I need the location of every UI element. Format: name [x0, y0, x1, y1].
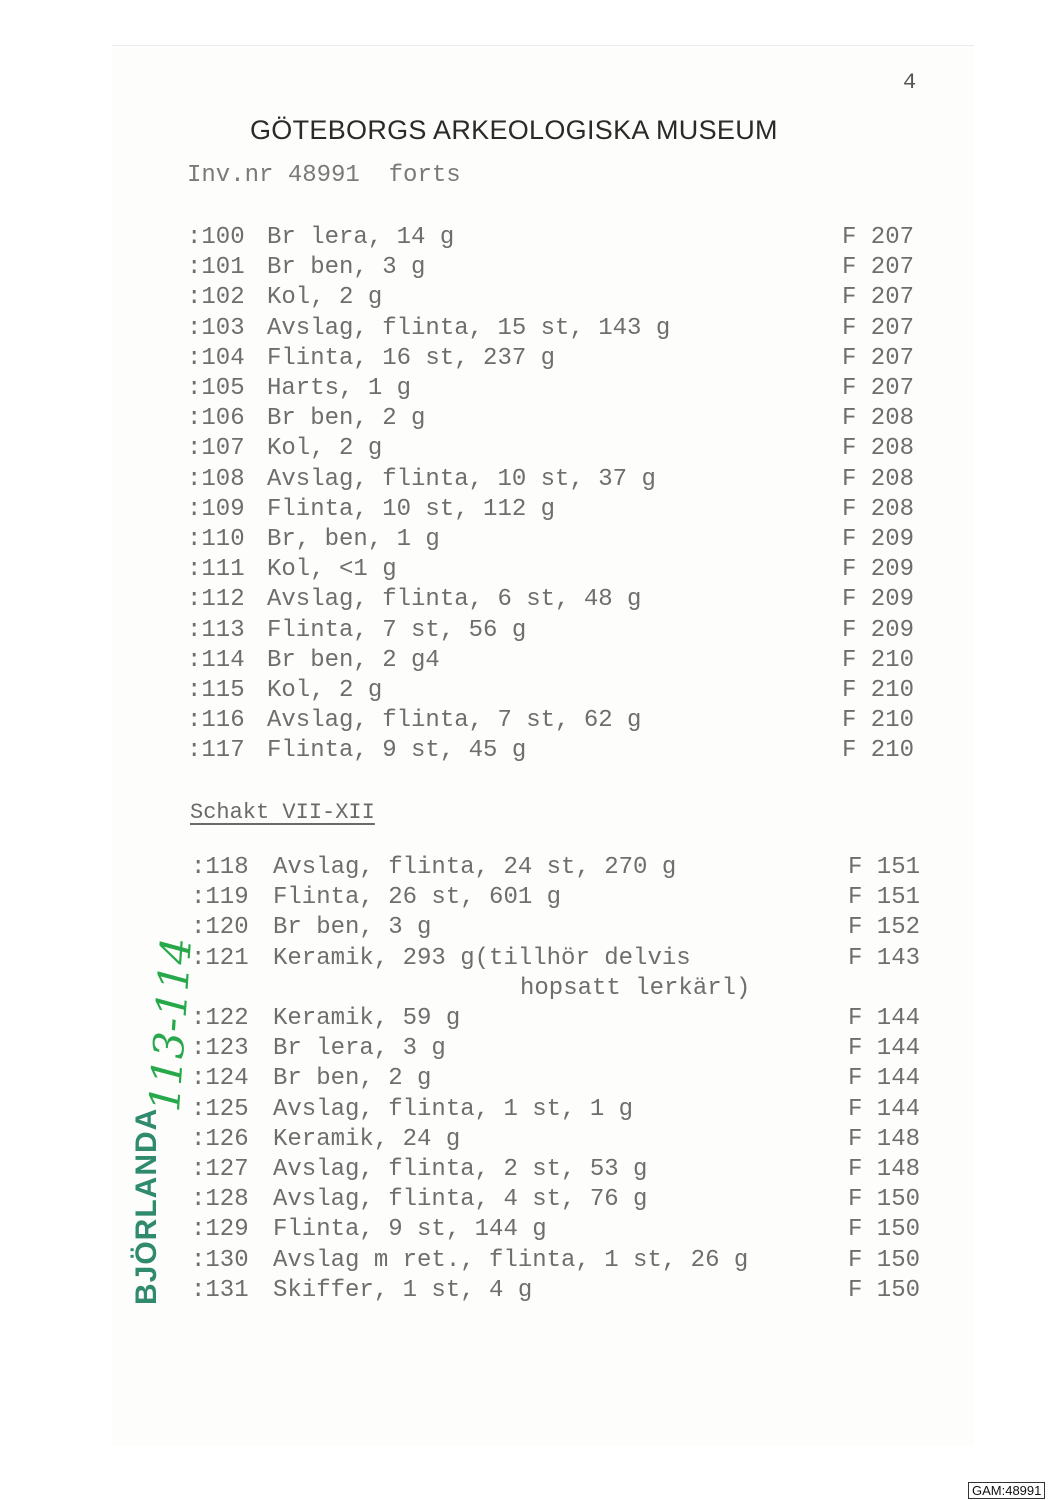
entry-code: :113: [187, 616, 245, 644]
entry-code: :131: [191, 1276, 249, 1304]
entry-code: :114: [187, 646, 245, 674]
entry-description: Br, ben, 1 g: [267, 526, 440, 553]
entry-location: F 150: [848, 1246, 921, 1274]
entry-location: F 208: [842, 435, 915, 463]
entry-description: Br lera, 3 g: [273, 1035, 446, 1063]
entry-description: Flinta, 7 st, 56 g: [267, 616, 527, 644]
entry-code: :123: [191, 1035, 249, 1063]
entry-location: F 207: [842, 224, 915, 251]
entry-row: [0, 315, 1057, 345]
entry-location: F 210: [842, 737, 915, 765]
entry-code: :110: [187, 526, 245, 553]
entry-location: F 150: [848, 1186, 921, 1214]
entry-location: F 152: [848, 914, 921, 942]
entry-location: F 148: [848, 1125, 921, 1153]
entry-description: Avslag, flinta, 7 st, 62 g: [267, 707, 642, 735]
entry-description: Keramik, 59 g: [273, 1005, 461, 1032]
entry-description: Br ben, 3 g: [267, 254, 426, 282]
entry-row: [0, 466, 1057, 496]
entry-location: F 207: [842, 254, 915, 282]
entry-location: F 144: [848, 1035, 921, 1063]
entry-description: Skiffer, 1 st, 4 g: [273, 1276, 533, 1304]
page-number: 4: [903, 70, 917, 95]
entry-code: :102: [187, 284, 245, 312]
entry-row: [0, 345, 1057, 375]
entry-code: :124: [191, 1065, 249, 1093]
entry-location: F 144: [848, 1065, 921, 1093]
entry-description: Avslag m ret., flinta, 1 st, 26 g: [273, 1246, 749, 1274]
entry-code: :128: [191, 1186, 249, 1214]
entry-description: Br ben, 2 g: [273, 1065, 432, 1093]
entry-row: [0, 405, 1057, 435]
entry-location: F 144: [848, 1095, 921, 1123]
entry-code: :116: [187, 707, 245, 735]
inventory-number-line: Inv.nr 48991 forts: [187, 162, 461, 189]
entry-description: Br ben, 3 g: [273, 914, 432, 942]
entry-description: Kol, 2 g: [267, 284, 383, 312]
entry-description: Kol, 2 g: [267, 435, 383, 463]
entry-description: Br ben, 2 g4: [267, 646, 440, 674]
entry-description: Avslag, flinta, 1 st, 1 g: [273, 1095, 634, 1123]
entry-location: F 208: [842, 495, 915, 523]
entry-code: :125: [191, 1095, 249, 1123]
entry-location: F 209: [842, 526, 915, 553]
entry-row: [0, 677, 1057, 707]
entry-location: F 150: [848, 1216, 921, 1244]
entry-row: [0, 556, 1057, 586]
entry-code: :106: [187, 405, 245, 433]
entry-row: [0, 284, 1057, 314]
entry-location: F 208: [842, 405, 915, 433]
entry-description: Flinta, 26 st, 601 g: [273, 884, 562, 912]
entry-row: [0, 496, 1057, 526]
entry-code: :126: [191, 1125, 249, 1153]
entry-row: [0, 617, 1057, 647]
entry-row: [0, 884, 1057, 914]
entry-code: :118: [191, 854, 249, 881]
entry-code: :130: [191, 1246, 249, 1274]
entry-code: :129: [191, 1216, 249, 1244]
entry-location: F 150: [848, 1276, 921, 1304]
entry-location: F 209: [842, 556, 915, 584]
entry-location: F 207: [842, 284, 915, 312]
entry-code: :122: [191, 1005, 249, 1032]
entry-row: [0, 586, 1057, 616]
entry-code: :108: [187, 465, 245, 493]
entry-description: Keramik, 24 g: [273, 1125, 461, 1153]
entry-code: :103: [187, 314, 245, 342]
entry-location: F 207: [842, 344, 915, 372]
entry-description: Br ben, 2 g: [267, 405, 426, 433]
entry-row: [0, 737, 1057, 767]
entry-location: F 209: [842, 586, 915, 614]
entry-code: :109: [187, 495, 245, 523]
entry-description: Keramik, 293 g(tillhör delvis: [273, 944, 691, 972]
entry-description: Kol, <1 g: [267, 556, 397, 584]
entry-description: Avslag, flinta, 15 st, 143 g: [267, 314, 671, 342]
entry-code: :107: [187, 435, 245, 463]
entry-code: :105: [187, 375, 245, 402]
entry-description: Flinta, 9 st, 144 g: [273, 1216, 547, 1244]
entry-description: Avslag, flinta, 10 st, 37 g: [267, 465, 656, 493]
entry-location: F 148: [848, 1156, 921, 1183]
section-heading: Schakt VII-XII: [190, 800, 375, 825]
entry-row: [0, 707, 1057, 737]
entry-description: Avslag, flinta, 24 st, 270 g: [273, 854, 677, 881]
entry-code: :111: [187, 556, 245, 584]
entry-location: F 144: [848, 1005, 921, 1032]
entry-code: :100: [187, 224, 245, 251]
entry-code: :112: [187, 586, 245, 614]
entry-location: F 151: [848, 884, 921, 912]
entry-code: :104: [187, 344, 245, 372]
entry-row: [0, 254, 1057, 284]
entry-description: Avslag, flinta, 4 st, 76 g: [273, 1186, 648, 1214]
entry-location: F 209: [842, 616, 915, 644]
entry-description: Kol, 2 g: [267, 677, 383, 704]
entry-code: :101: [187, 254, 245, 282]
entry-description: Avslag, flinta, 6 st, 48 g: [267, 586, 642, 614]
entry-row: [0, 435, 1057, 465]
site-stamp: BJÖRLANDA: [130, 1107, 163, 1305]
entry-location: F 210: [842, 677, 915, 704]
entry-description: Flinta, 10 st, 112 g: [267, 495, 556, 523]
entry-description: Harts, 1 g: [267, 375, 412, 402]
museum-title: GÖTEBORGS ARKEOLOGISKA MUSEUM: [250, 115, 778, 145]
entry-code: :121: [191, 944, 249, 972]
entry-code: :117: [187, 737, 245, 765]
entry-description: Flinta, 16 st, 237 g: [267, 344, 556, 372]
entry-row: [0, 526, 1057, 556]
entry-code: :127: [191, 1156, 249, 1183]
entry-row: [0, 647, 1057, 677]
archive-label: GAM:48991: [968, 1482, 1045, 1499]
entry-description-continued: hopsatt lerkärl): [520, 974, 751, 1002]
entry-location: F 210: [842, 646, 915, 674]
entry-row: [0, 854, 1057, 884]
entry-code: :119: [191, 884, 249, 912]
entry-description: Flinta, 9 st, 45 g: [267, 737, 527, 765]
entry-row: [0, 375, 1057, 405]
entry-code: :120: [191, 914, 249, 942]
entry-row: [0, 224, 1057, 254]
entry-description: Avslag, flinta, 2 st, 53 g: [273, 1156, 648, 1183]
entry-location: F 208: [842, 465, 915, 493]
entry-description: Br lera, 14 g: [267, 224, 455, 251]
entry-location: F 210: [842, 707, 915, 735]
entry-code: :115: [187, 677, 245, 704]
entry-location: F 207: [842, 314, 915, 342]
entry-location: F 143: [848, 944, 921, 972]
entry-location: F 207: [842, 375, 915, 402]
handwritten-note: 113-114: [140, 935, 202, 1114]
entry-location: F 151: [848, 854, 921, 881]
